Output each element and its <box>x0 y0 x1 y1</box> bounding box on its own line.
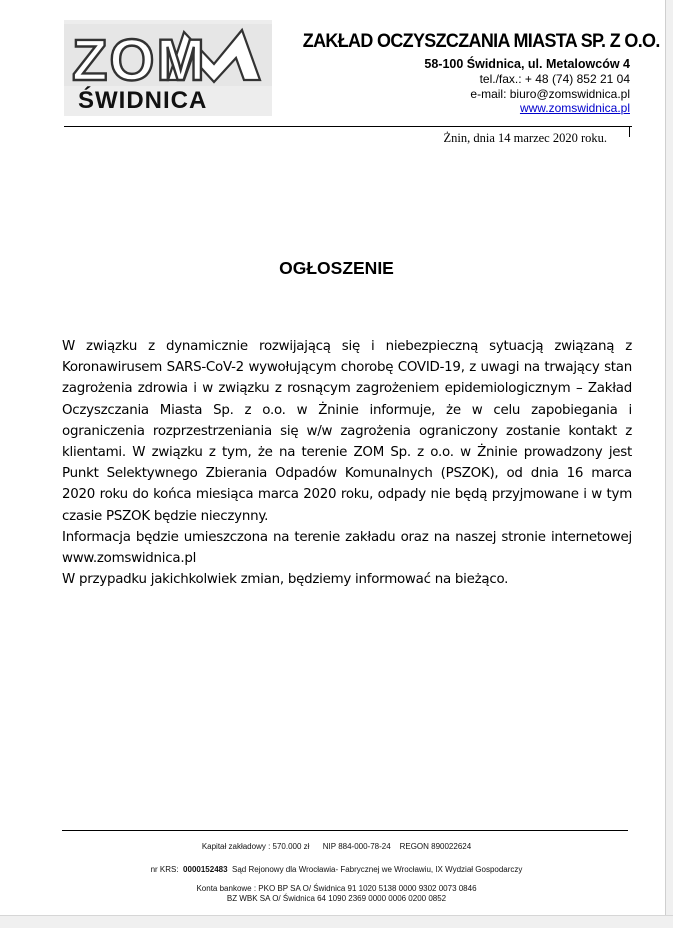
document-title: OGŁOSZENIE <box>279 258 394 278</box>
footer-krs-number: 0000152483 <box>183 865 228 874</box>
company-logo <box>64 20 272 116</box>
announcement-paragraph: W związku z dynamicznie rozwijającą się i niebezpieczną sytuacją związaną z Koronawirusem SARS-CoV-2 wywołującym chorobę COVID-19, z uwagi na trwający stan zagrożenia zdrowia i w związku z rosnącym zagrożeniem epidemiologicznym – Zakład Oczyszczania Miasta Sp. z o.o. w Żninie informuje, że w celu zapobiegania i ograniczenia rozprzestrzeniania się w/w zagrożenia ograniczony zostanie kontakt z klientami. W związku z tym, że na terenie ZOM Sp. z o.o. w Żninie prowadzony jest Punkt Selektywnego Zbierania Odpadów Komunalnych (PSZOK), od dnia 16 marca 2020 roku do końca miesiąca marca 2020 roku, odpady nie będą przyjmowane i w tym czasie PSZOK będzie nieczynny. <box>62 339 632 524</box>
footer-bank-account-1: Konta bankowe : PKO BP SA O/ Świdnica 91 1020 5138 0000 9302 0073 0846 <box>196 884 477 893</box>
announcement-body <box>62 336 632 590</box>
footer-divider <box>62 830 628 831</box>
logo-main-text: ZOM <box>72 28 207 93</box>
announcement-paragraph: W przypadku jakichkolwiek zmian, będziemy informować na bieżąco. <box>62 572 509 588</box>
company-address: 58-100 Świdnica, ul. Metalowców 4 <box>424 57 630 71</box>
footer-krs-line <box>0 865 673 874</box>
footer-capital: Kapitał zakładowy : 570.000 zł <box>201 842 310 851</box>
footer-bank-account-2: BZ WBK SA O/ Świdnica 64 1090 2369 0000 0006 0200 0852 <box>226 894 447 903</box>
company-telfax: tel./fax.: + 48 (74) 852 21 04 <box>479 72 630 86</box>
header-divider <box>64 126 632 127</box>
page-edge-right <box>665 0 673 927</box>
company-name: ZAKŁAD OCZYSZCZANIA MIASTA SP. Z O.O. <box>302 30 660 52</box>
footer-regon: REGON 890022624 <box>399 842 472 851</box>
logo-sub-text: ŚWIDNICA <box>78 87 208 114</box>
footer-court: Sąd Rejonowy dla Wrocławia- Fabrycznej we Wrocławiu, IX Wydział Gospodarczy <box>232 865 523 874</box>
footer-nip: NIP 884-000-78-24 <box>322 842 391 851</box>
footer-krs-label: nr KRS: <box>150 865 179 874</box>
announcement-paragraph: Informacja będzie umieszczona na terenie zakładu oraz na naszej stronie internetowej www.zomswidnica.pl <box>62 529 632 567</box>
company-website-link[interactable]: www.zomswidnica.pl <box>519 101 630 115</box>
footer-company-registration <box>0 842 673 851</box>
company-email: e-mail: biuro@zomswidnica.pl <box>470 87 630 101</box>
document-date: Żnin, dnia 14 marzec 2020 roku. <box>443 131 607 145</box>
header-divider-tick <box>629 126 630 137</box>
page-edge-bottom <box>0 915 673 928</box>
